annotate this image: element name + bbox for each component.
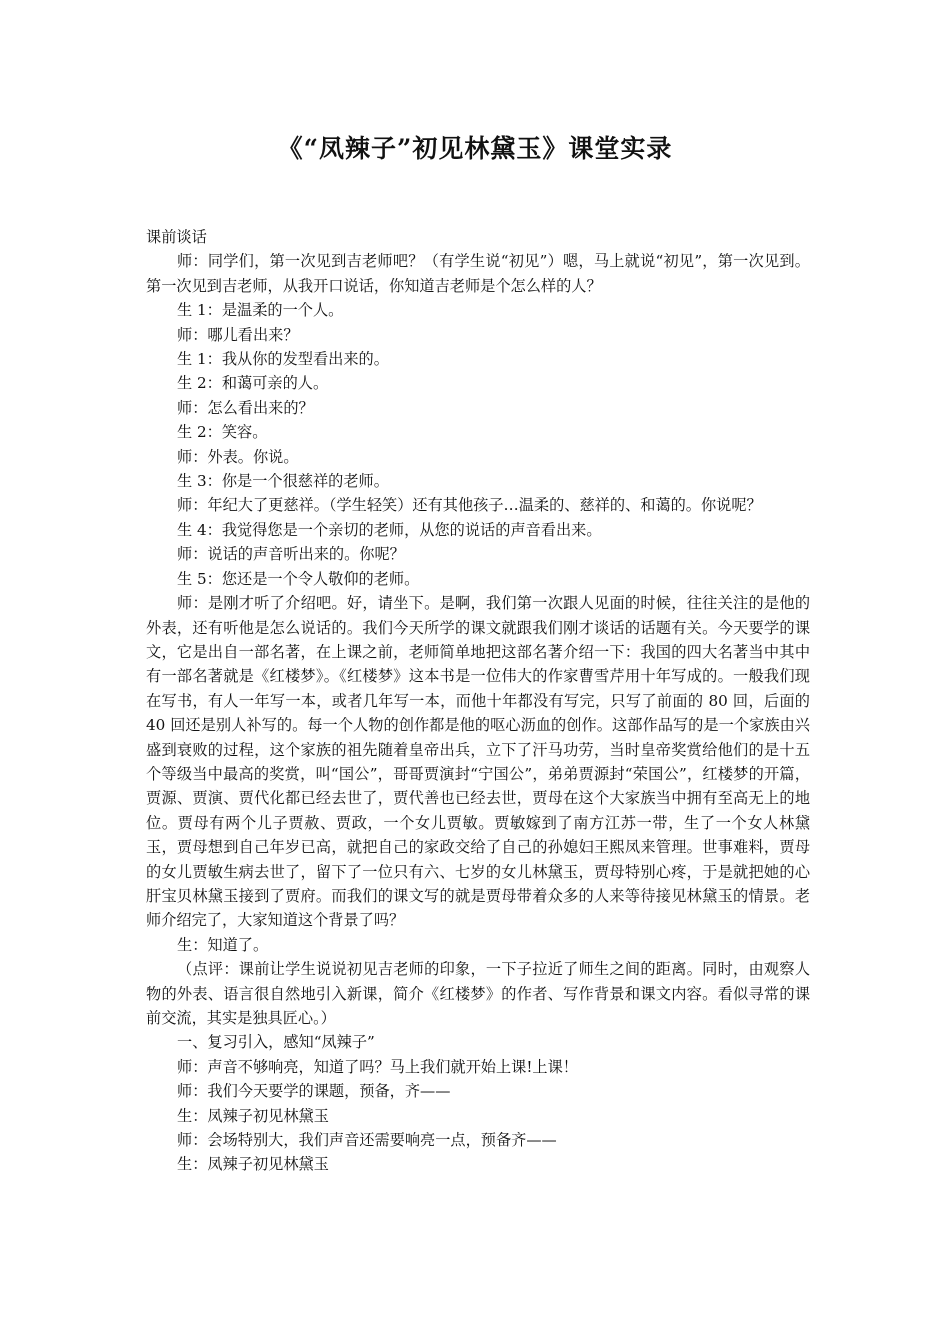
paragraph: 生 2：笑容。 xyxy=(177,423,268,442)
paragraph: 生 2：和蔼可亲的人。 xyxy=(177,374,329,393)
paragraph: 生 4：我觉得您是一个亲切的老师，从您的说话的声音看出来。 xyxy=(177,520,602,539)
paragraph: 师：说话的声音听出来的。你呢？ xyxy=(177,545,405,564)
paragraph: 生 1：是温柔的一个人。 xyxy=(177,301,344,320)
paragraph: （点评：课前让学生说说初见吉老师的印象，一下子拉近了师生之间的距离。同时，由观察人物的外表、语言很自然地引入新课，简介《红楼梦》的作者、写作背景和课文内容。看似寻常的课前交流，其实是独具匠心。） xyxy=(146,960,810,1027)
paragraph: 生 1：我从你的发型看出来的。 xyxy=(177,350,389,369)
document-title: 《“凤辣子”初见林黛玉》课堂实录 xyxy=(277,134,673,163)
paragraph: 师：我们今天要学的课题，预备，齐—— xyxy=(177,1082,451,1101)
paragraph: 师：怎么看出来的？ xyxy=(177,398,314,417)
paragraph: 师：会场特别大，我们声音还需要响亮一点，预备齐—— xyxy=(177,1131,557,1150)
paragraph: 生：凤辣子初见林黛玉 xyxy=(177,1155,329,1174)
paragraph: 生：知道了。 xyxy=(177,935,269,954)
paragraph: 生 3：你是一个很慈祥的老师。 xyxy=(177,472,389,491)
document-body xyxy=(146,225,810,1177)
paragraph: 一、复习引入，感知“凤辣子” xyxy=(177,1033,375,1052)
paragraph: 师：外表。你说。 xyxy=(177,447,299,466)
paragraph: 师：年纪大了更慈祥。（学生轻笑）还有其他孩子…温柔的、慈祥的、和蔼的。你说呢？ xyxy=(177,496,762,515)
paragraph: 师：是刚才听了介绍吧。好，请坐下。是啊，我们第一次跟人见面的时候，往往关注的是他的外表，还有听他是怎么说话的。我们今天所学的课文就跟我们刚才谈话的话题有关。今天要学的课文，它是出自一部名著，在上课之前，老师简单地把这部名著介绍一下：我国的四大名著当中其中有一部名著就是《红楼梦》。《红楼梦》这本书是一位伟大的作家曹雪芹用十年写成的。一般我们现在写书，有人一年写一本，或者几年写一本，而他十年都没有写完，只写了前面的 80 回，后面的 40 回还是别人补写的。每一个人物的创作都是他的呕心沥血的创作。这部作品写的是一个家族由兴盛到衰败的过程，这个家族的祖先随着皇帝出兵，立下了汗马功劳，当时皇帝奖赏给他们的是十五个等级当中最高的奖赏，叫“国公”，哥哥贾演封“宁国公”，弟弟贾源封“荣国公”，红楼梦的开篇，贾源、贾演、贾代化都已经去世了，贾代善也已经去世，贾母在这个大家族当中拥有至高无上的地位。贾母有两个儿子贾赦、贾政，一个女儿贾敏。贾敏嫁到了南方江苏一带，生了一个女人林黛玉，贾母想到自己年岁已高，就把自己的家政交给了自己的孙媳妇王熙凤来管理。世事难料，贾母的女儿贾敏生病去世了，留下了一位只有六、七岁的女儿林黛玉，贾母特别心疼，于是就把她的心肝宝贝林黛玉接到了贾府。而我们的课文写的就是贾母带着众多的人来等待接见林黛玉的情景。老师介绍完了，大家知道这个背景了吗？ xyxy=(146,594,810,930)
paragraph: 师：哪儿看出来？ xyxy=(177,325,299,344)
paragraph: 生 5：您还是一个令人敬仰的老师。 xyxy=(177,569,420,588)
section-heading: 课前谈话 xyxy=(146,228,207,246)
paragraph: 师：声音不够响亮，知道了吗？马上我们就开始上课!上课！ xyxy=(177,1057,578,1076)
paragraph: 师：同学们，第一次见到吉老师吧？（有学生说“初见”）嗯，马上就说“初见”，第一次见到。第一次见到吉老师，从我开口说话，你知道吉老师是个怎么样的人？ xyxy=(146,252,810,295)
paragraph: 生：凤辣子初见林黛玉 xyxy=(177,1106,329,1125)
